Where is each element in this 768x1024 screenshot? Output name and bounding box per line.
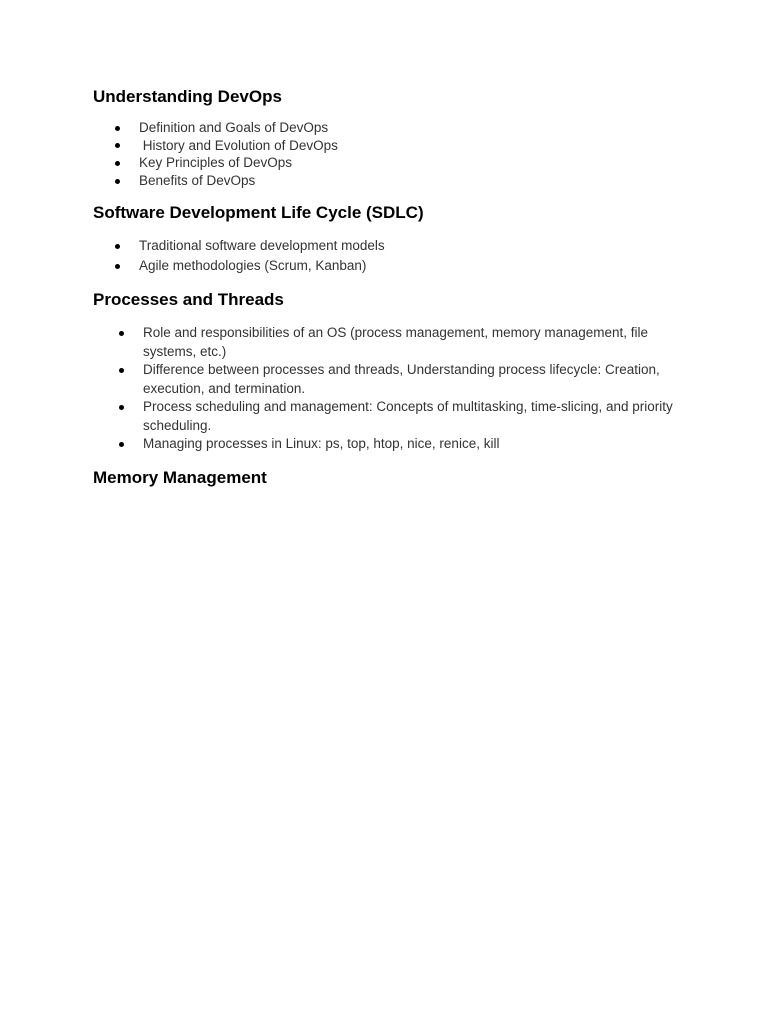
list-item-text: Traditional software development models: [139, 238, 385, 253]
bullet-icon: [115, 264, 120, 269]
section-heading-understanding-devops: Understanding DevOps: [93, 87, 282, 106]
list-item: [0, 236, 385, 256]
list-item-text: Role and responsibilities of an OS (process management, memory management, file systems, etc.): [143, 325, 648, 359]
bullet-list-understanding-devops: [0, 119, 338, 190]
bullet-icon: [115, 179, 120, 184]
list-item: [0, 137, 338, 155]
bullet-icon: [115, 161, 120, 166]
section-heading-processes-and-threads: Processes and Threads: [93, 290, 284, 309]
list-item: [0, 398, 683, 435]
list-item-text: History and Evolution of DevOps: [139, 137, 338, 153]
bullet-icon: [119, 368, 124, 373]
bullet-icon: [119, 405, 124, 410]
section-heading-sdlc: Software Development Life Cycle (SDLC): [93, 203, 424, 222]
list-item: [0, 119, 338, 137]
list-item-text: Managing processes in Linux: ps, top, htop, nice, renice, kill: [143, 436, 500, 451]
list-item-text: Definition and Goals of DevOps: [139, 120, 329, 135]
list-item: [0, 361, 683, 398]
bullet-icon: [119, 442, 124, 447]
bullet-icon: [115, 244, 120, 249]
bullet-icon: [119, 331, 124, 336]
list-item-text: Key Principles of DevOps: [139, 155, 293, 171]
list-item: [0, 154, 338, 172]
section-heading-memory-management: Memory Management: [93, 468, 267, 487]
list-item: [0, 435, 683, 454]
list-item-text: Process scheduling and management: Concepts of multitasking, time-slicing, and priority scheduling.: [143, 399, 673, 433]
list-item-text: Benefits of DevOps: [139, 173, 256, 189]
list-item-text: Agile methodologies (Scrum, Kanban): [139, 258, 367, 273]
list-item: [0, 172, 338, 190]
bullet-list-processes-and-threads: [0, 324, 683, 454]
bullet-icon: [115, 126, 120, 131]
list-item-text: Difference between processes and threads, Understanding process lifecycle: Creation, execution, and termination.: [143, 362, 660, 396]
list-item: [0, 324, 683, 361]
bullet-list-sdlc: [0, 236, 385, 276]
list-item: [0, 256, 385, 276]
